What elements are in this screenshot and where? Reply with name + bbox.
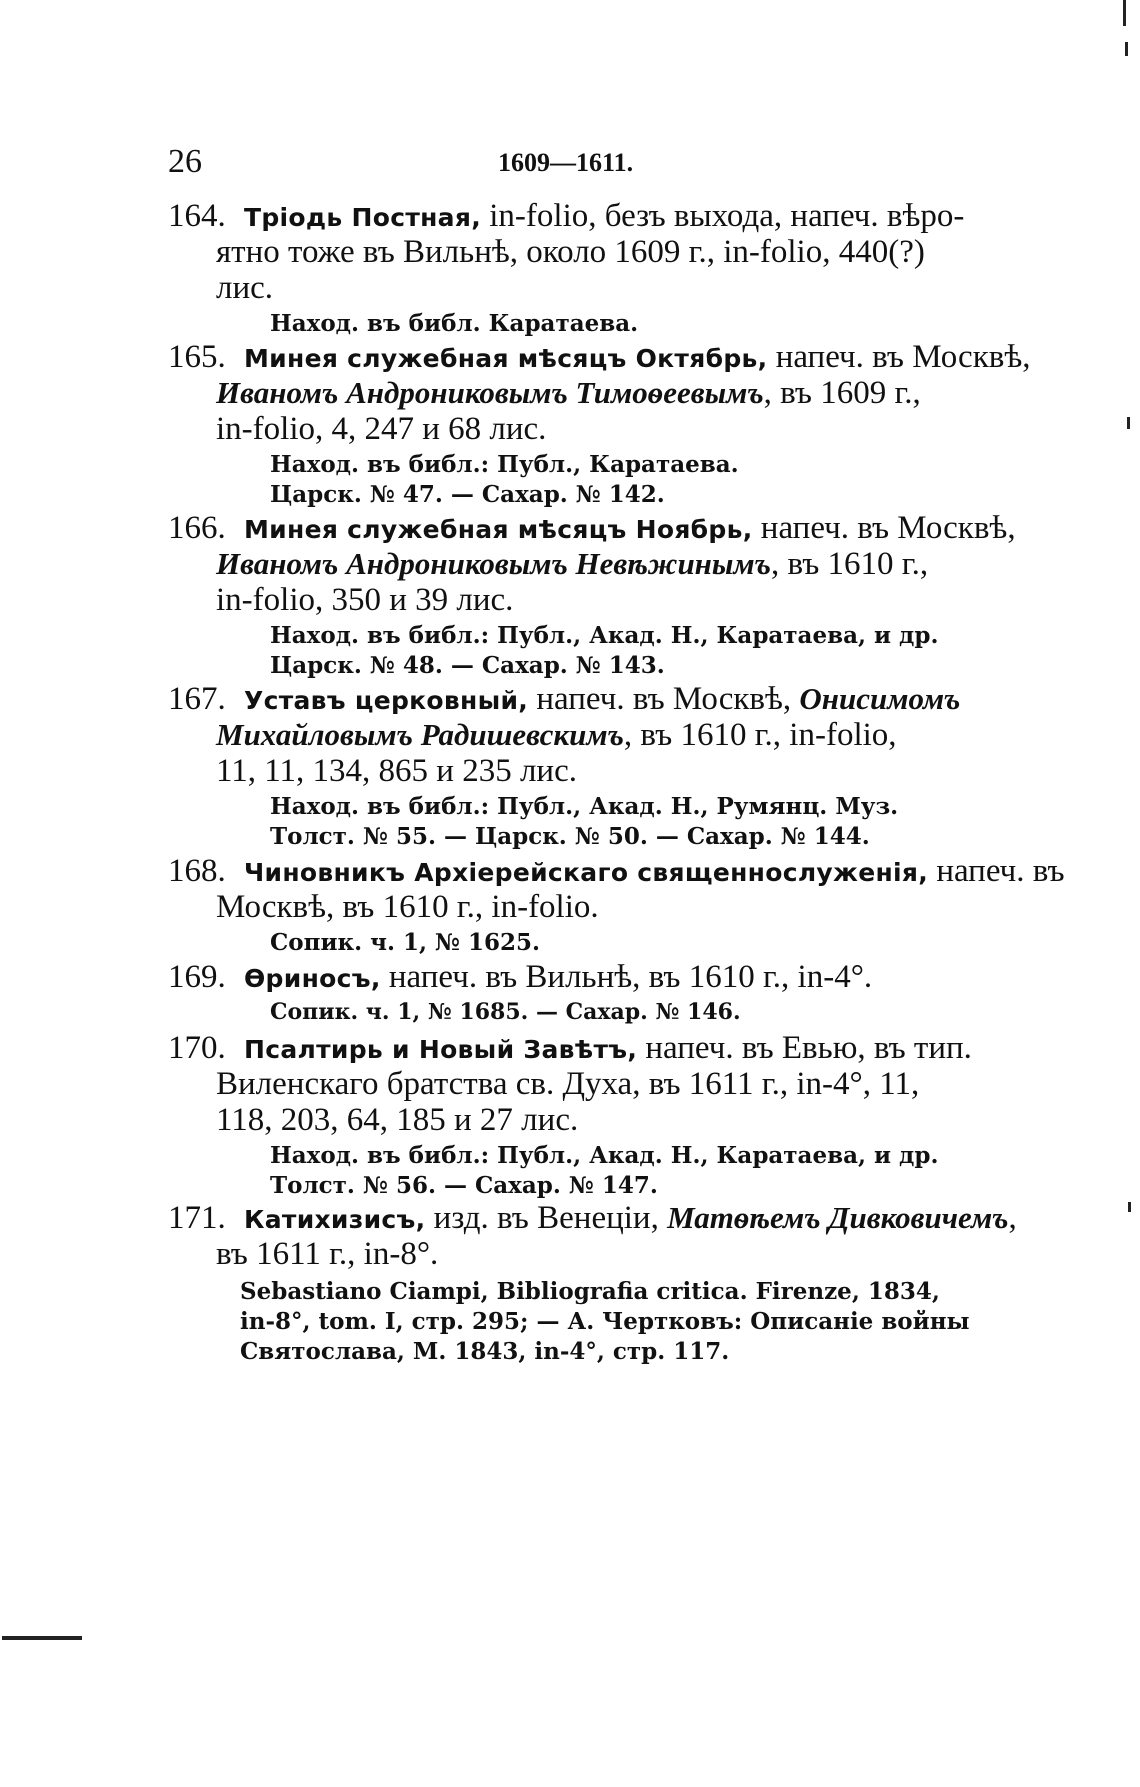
entry-number: 167. [168,681,226,717]
entry-number: 169. [168,959,226,995]
entry-line-2 [216,375,921,412]
entry-text: напеч. въ [928,853,1065,889]
entry-line-1 [168,853,1065,890]
entry-note: Толст. № 55. — Царск. № 50. — Сахар. № 144. [270,823,870,850]
margin-mark [1127,417,1130,429]
entry-line-3: 118, 203, 64, 185 и 27 лис. [216,1102,579,1138]
entry-line-3: 11, 11, 134, 865 и 235 лис. [216,753,577,789]
entry-line-1 [168,339,1031,376]
entry-note: Толст. № 56. — Сахар. № 147. [270,1172,658,1199]
entry-line-1 [168,959,872,996]
entry-title: Минея служебная мѣсяцъ Октябрь, [244,344,768,373]
entry-note: Сопик. ч. 1, № 1625. [270,929,541,956]
entry-text: напеч. въ Москвѣ, [752,510,1016,546]
entry-text: напеч. въ Москвѣ, [528,681,800,717]
entry-text: напеч. въ Вильнѣ, въ 1610 г., in-4°. [380,959,873,995]
entry-line-1 [168,681,960,718]
entry-text: напеч. въ Москвѣ, [767,339,1031,375]
entry-title: Чиновникъ Архіерейскаго священнослуженія, [244,858,929,887]
entry-note: Наход. въ библ.: Публ., Акад. Н., Румянц. Муз. [270,793,899,820]
entry-printer: Михайловымъ Радишевскимъ [216,717,624,752]
margin-mark [1123,0,1126,26]
entry-line-3: in-folio, 350 и 39 лис. [216,582,514,618]
entry-note: Сопик. ч. 1, № 1685. — Сахар. № 146. [270,999,741,1025]
entry-line-2: Виленскаго братства св. Духа, въ 1611 г., in-4°, 11, [216,1066,920,1102]
entry-number: 166. [168,510,226,546]
margin-mark [1125,42,1128,56]
entry-text: , въ 1610 г., [770,546,929,582]
margin-mark [1128,1202,1131,1212]
entry-note: Святослава, М. 1843, in-4°, стр. 117. [240,1338,730,1365]
entry-text: , въ 1610 г., in-folio, [623,717,897,753]
entry-note: Sebastiano Ciampi, Bibliografia critica. Firenze, 1834, [240,1278,940,1305]
entry-line-1 [168,198,964,235]
entry-note: in-8°, tom. I, стр. 295; — А. Чертковъ: Описаніе войны [240,1308,970,1335]
entry-note: Наход. въ библ.: Публ., Каратаева. [270,451,739,478]
page-number: 26 [168,143,202,180]
entry-line-1 [168,1030,972,1067]
entry-title: Уставъ церковный, [244,686,529,715]
entry-number: 170. [168,1030,226,1066]
entry-number: 171. [168,1200,226,1236]
entry-number: 164. [168,198,226,234]
entry-line-2: въ 1611 г., in-8°. [216,1236,439,1272]
entry-line-2 [216,546,928,583]
entry-note: Царск. № 47. — Сахар. № 142. [270,481,665,508]
entry-printer: Иваномъ Андрониковымъ Тимоѳеевымъ [216,375,764,410]
entry-printer: Иваномъ Андрониковымъ Невѣжинымъ [216,546,771,581]
entry-line-2: ятно тоже въ Вильнѣ, около 1609 г., in-folio, 440(?) [216,234,925,270]
entry-title: Минея служебная мѣсяцъ Ноябрь, [244,515,753,544]
entry-text: изд. въ Венеціи, [425,1200,668,1236]
entry-title: Псалтирь и Новый Завѣтъ, [244,1035,638,1064]
entry-line-3: лис. [216,270,274,306]
entry-line-3: in-folio, 4, 247 и 68 лис. [216,411,547,447]
entry-line-1 [168,1200,1017,1237]
entry-number: 168. [168,853,226,889]
running-title: 1609—1611. [498,148,634,177]
entry-text: in-folio, безъ выхода, напеч. вѣро- [481,198,965,234]
entry-printer: Матѳѣемъ Дивковичемъ [667,1200,1009,1235]
entry-line-2 [216,717,897,754]
entry-title: Катихизисъ, [244,1205,426,1234]
entry-text: , въ 1609 г., [763,375,921,411]
entry-line-2: Москвѣ, въ 1610 г., in-folio. [216,889,599,925]
entry-title: Ѳриносъ, [244,964,381,993]
margin-mark [2,1636,82,1640]
entry-note: Наход. въ библ.: Публ., Акад. Н., Каратаева, и др. [270,1142,939,1169]
entry-line-1 [168,510,1016,547]
entry-text: напеч. въ Евью, въ тип. [637,1030,972,1066]
entry-number: 165. [168,339,226,375]
entry-note: Наход. въ библ.: Публ., Акад. Н., Каратаева, и др. [270,622,939,649]
entry-title: Тріодь Постная, [244,203,481,232]
entry-note: Наход. въ библ. Каратаева. [270,310,639,337]
entry-note: Царск. № 48. — Сахар. № 143. [270,652,665,679]
entry-text: , [1008,1200,1017,1236]
entry-printer: Онисимомъ [799,681,961,716]
